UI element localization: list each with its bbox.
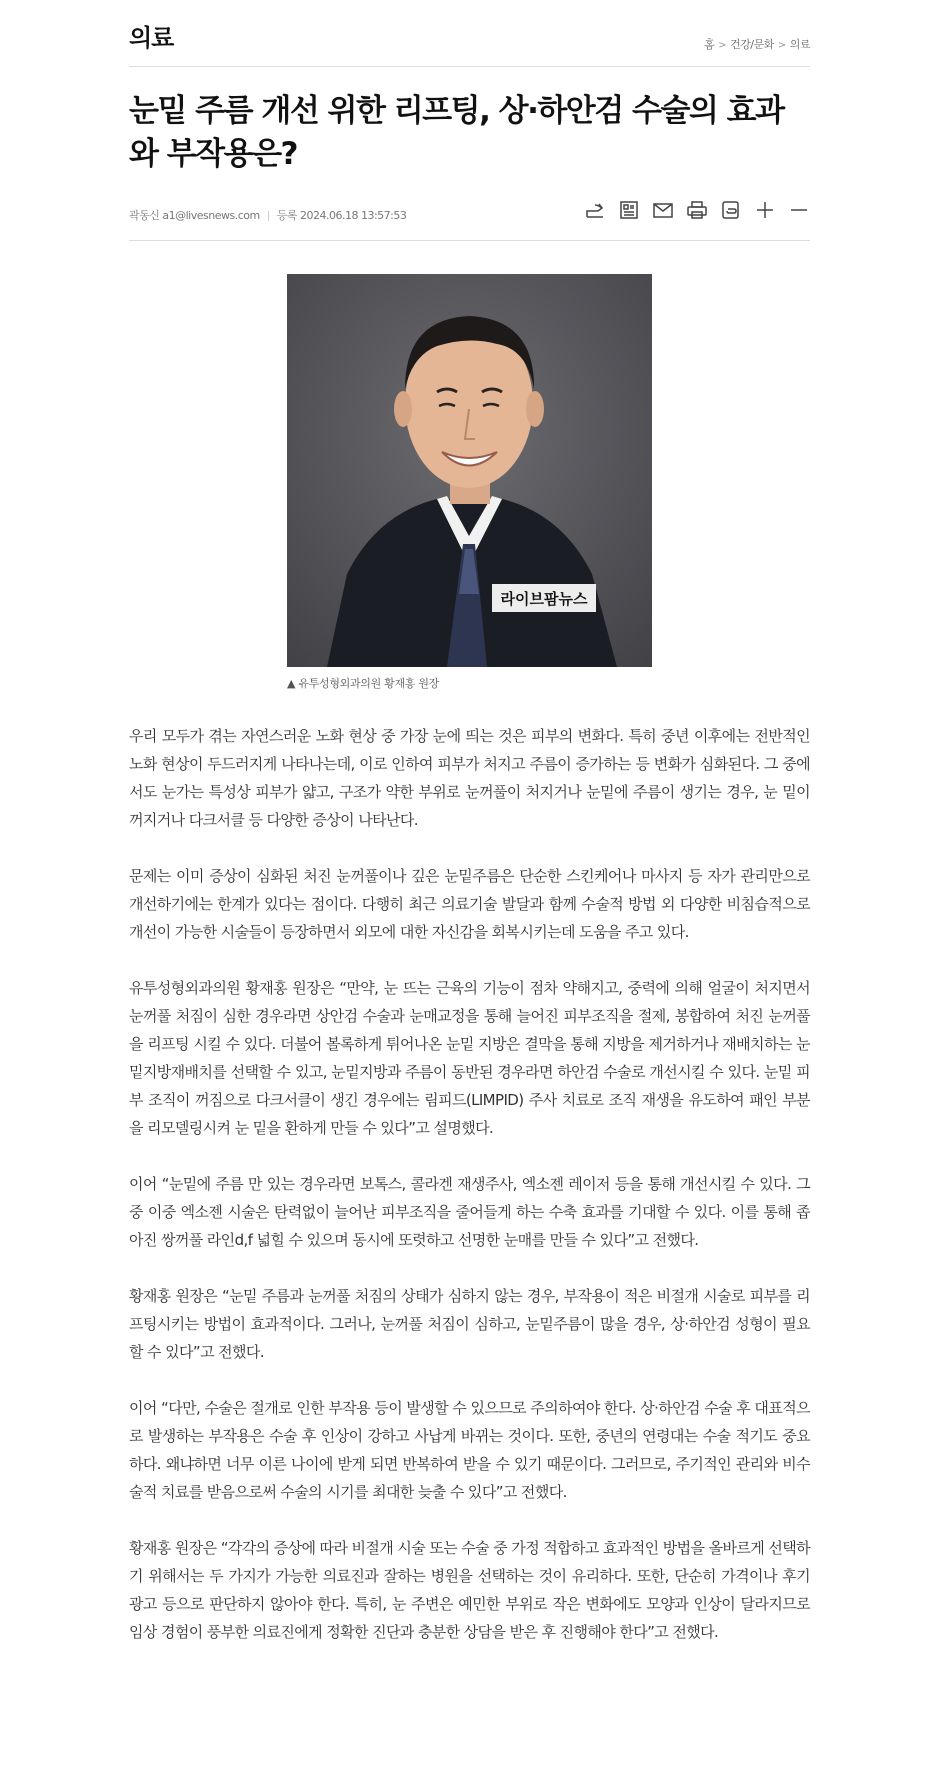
breadcrumb-home[interactable]: 홈 xyxy=(704,38,715,51)
section-title: 의료 xyxy=(129,24,174,52)
byline xyxy=(129,207,406,223)
meta-divider xyxy=(268,211,269,221)
breadcrumb xyxy=(704,36,810,52)
article-meta xyxy=(129,190,810,241)
minus-icon xyxy=(788,199,810,221)
paragraph: 이어 “다만, 수술은 절개로 인한 부작용 등이 발생할 수 있으므로 주의하여야 한다. 상·하안검 수술 후 대표적으로 발생하는 부작용은 수술 후 인상이 강하고 사납게 바뀌는 것이다. 또한, 중년의 연령대는 수술 적기도 중요하다. 왜냐하면 너무 이른 나이에 받게 되면 반복하여 받을 수 있기 때문이다. 그러므로, 주기적인 관리와 비수술적 치료를 받음으로써 수술의 시기를 최대한 늦출 수 있다”고 전했다. xyxy=(129,1399,810,1501)
copy-button[interactable] xyxy=(720,199,742,221)
breadcrumb-category[interactable]: 건강/문화 xyxy=(730,38,774,51)
chevron-right-icon: > xyxy=(777,40,786,51)
paragraph: 유투성형외과의원 황재홍 원장은 “만약, 눈 뜨는 근육의 기능이 점차 약해지고, 중력에 의해 얼굴이 처지면서 눈꺼풀 처짐이 심한 경우라면 상안검 수술과 눈매교정을 통해 늘어진 피부조직을 절제, 봉합하여 처진 눈꺼풀을 리프팅 시킬 수 있다. 더불어 볼록하게 튀어나온 눈밑 지방은 결막을 통해 지방을 제거하거나 재배치하는 눈밑지방재배치를 선택할 수 있고, 눈밑지방과 주름이 동반된 경우라면 하안검 수술로 개선시킬 수 있다. 눈밑 피부 조직이 꺼짐으로 다크서클이 생긴 경우에는 림피드(LIMPID) 주사 치료로 조직 재생을 유도하여 패인 부분을 리모델링시켜 눈 밑을 환하게 만들 수 있다”고 설명했다. xyxy=(129,979,810,1137)
share-button[interactable] xyxy=(584,199,606,221)
font-increase-button[interactable] xyxy=(754,199,776,221)
article-list-button[interactable] xyxy=(618,199,640,221)
article-title: 눈밑 주름 개선 위한 리프팅, 상·하안검 수술의 효과와 부작용은? xyxy=(129,93,784,172)
print-button[interactable] xyxy=(686,199,708,221)
paragraph: 문제는 이미 증상이 심화된 처진 눈꺼풀이나 깊은 눈밑주름은 단순한 스킨케어나 마사지 등 자가 관리만으로 개선하기에는 한계가 있다는 점이다. 다행히 최근 의료기술 발달과 함께 수술적 방법 외 다양한 비침습적으로 개선이 가능한 시술들이 등장하면서 외모에 대한 자신감을 회복시키는데 도움을 주고 있다. xyxy=(129,867,810,941)
paragraph: 이어 “눈밑에 주름 만 있는 경우라면 보톡스, 콜라겐 재생주사, 엑소젠 레이저 등을 통해 개선시킬 수 있다. 그 중 이중 엑소젠 시술은 탄력없이 늘어난 피부조직을 줄어들게 하는 수축 효과를 기대할 수 있다. 이를 통해 좁아진 쌍꺼풀 라인d,f 넓힐 수 있으며 동시에 또렷하고 선명한 눈매를 만들 수 있다”고 전했다. xyxy=(129,1175,810,1249)
article-list-icon xyxy=(618,199,640,221)
email-button[interactable] xyxy=(652,199,674,221)
chevron-right-icon: > xyxy=(718,40,727,51)
font-decrease-button[interactable] xyxy=(788,199,810,221)
breadcrumb-current[interactable]: 의료 xyxy=(789,38,810,51)
section-header xyxy=(129,14,810,67)
share-icon xyxy=(584,199,606,221)
email-icon xyxy=(652,199,674,221)
article-photo xyxy=(287,274,652,667)
paragraph: 우리 모두가 겪는 자연스러운 노화 현상 중 가장 눈에 띄는 것은 피부의 변화다. 특히 중년 이후에는 전반적인 노화 현상이 두드러지게 나타나는데, 이로 인하여 피부가 처지고 주름이 증가하는 등 변화가 심화된다. 그 중에서도 눈가는 특성상 피부가 얇고, 구조가 약한 부위로 눈꺼풀이 처지거나 눈밑에 주름이 생기는 경우, 눈 밑이 꺼지거나 다크서클 등 다양한 증상이 나타난다. xyxy=(129,727,810,829)
publish-date: 2024.06.18 13:57:53 xyxy=(299,209,407,222)
author[interactable]: 곽동신 a1@livesnews.com xyxy=(129,209,260,222)
photo-caption: ▲ 유투성형외과의원 황재홍 원장 xyxy=(287,677,439,690)
date-label: 등록 xyxy=(276,209,297,222)
paragraph: 황재홍 원장은 “눈밑 주름과 눈꺼풀 처짐의 상태가 심하지 않는 경우, 부작용이 적은 비절개 시술로 피부를 리프팅시키는 방법이 효과적이다. 그러나, 눈꺼풀 처짐이 심하고, 눈밑주름이 많을 경우, 상·하안검 성형이 필요할 수 있다”고 전했다. xyxy=(129,1287,810,1361)
portrait-illustration xyxy=(287,274,652,667)
copy-icon xyxy=(720,199,742,221)
print-icon xyxy=(686,199,708,221)
plus-icon xyxy=(754,199,776,221)
paragraph: 황재홍 원장은 “각각의 증상에 따라 비절개 시술 또는 수술 중 가정 적합하고 효과적인 방법을 올바르게 선택하기 위해서는 두 가지가 가능한 의료진과 잘하는 병원을 선택하는 것이 유리하다. 또한, 단순히 가격이나 후기 광고 등으로 판단하지 않아야 한다. 특히, 눈 주변은 예민한 부위로 작은 변화에도 모양과 인상이 달라지므로 임상 경험이 풍부한 의료진에게 정확한 진단과 충분한 상담을 받은 후 진행해야 한다”고 전했다. xyxy=(129,1539,810,1641)
article-body xyxy=(129,722,810,1674)
article-tools xyxy=(584,199,810,221)
photo-watermark: 라이브팜뉴스 xyxy=(500,590,588,608)
